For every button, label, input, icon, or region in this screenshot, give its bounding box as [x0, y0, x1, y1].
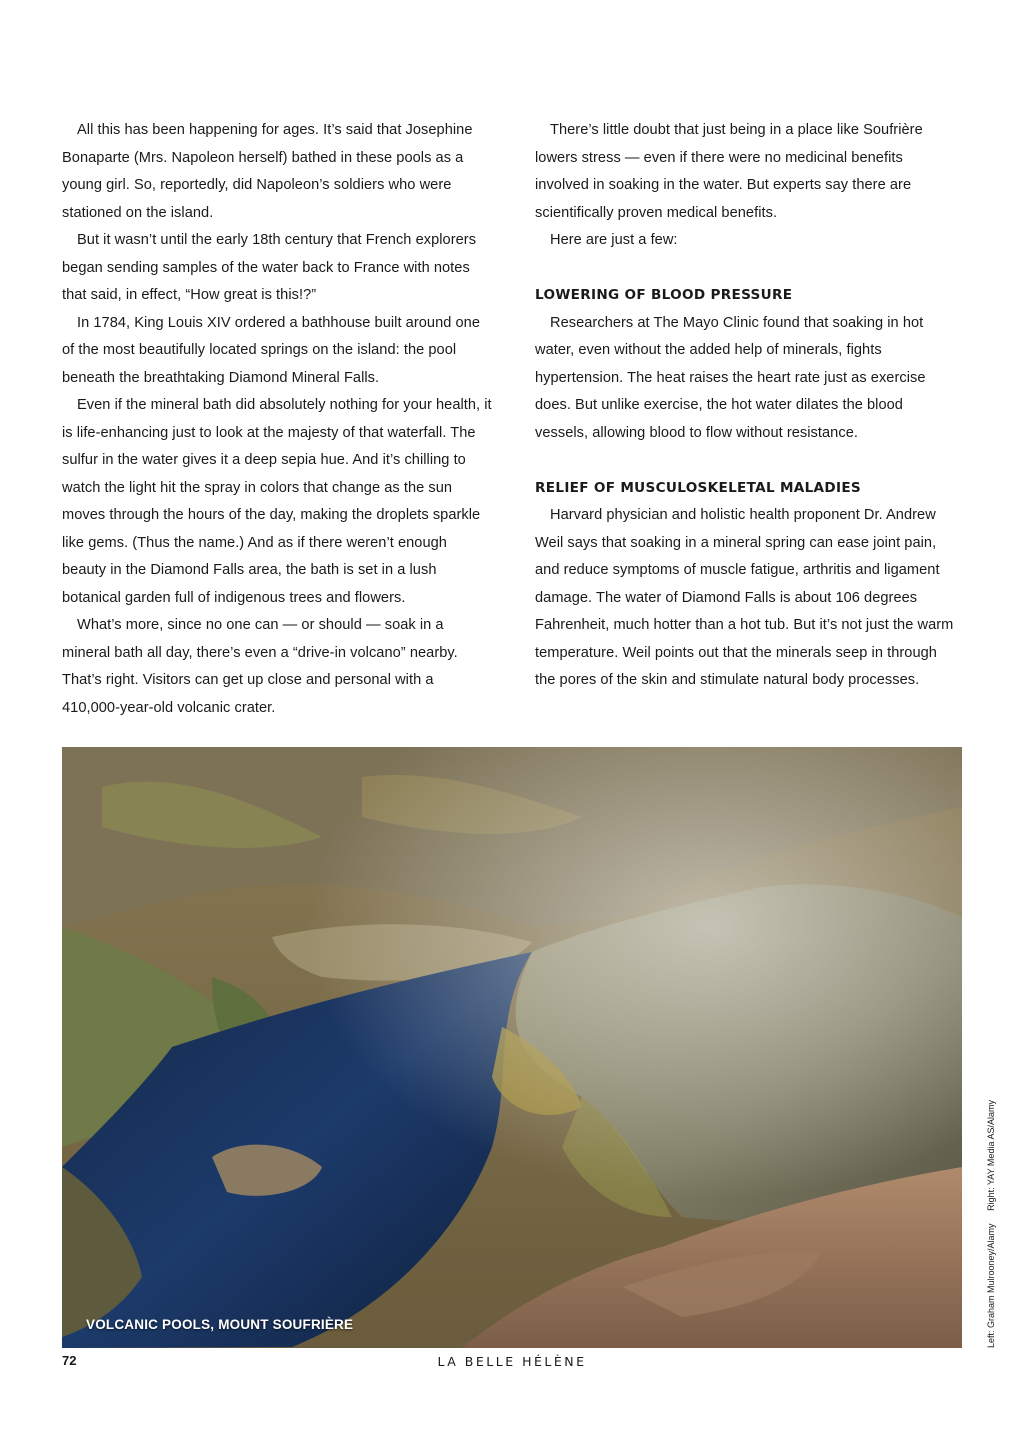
body-paragraph: Here are just a few:: [550, 232, 678, 248]
body-paragraph: All this has been happening for ages. It’s said that Josephine Bonaparte (Mrs. Napoleon herself) bathed in these pools as a young girl. So, reportedly, did Napoleon’s soldiers who were stationed on the island.: [62, 122, 473, 221]
page-number: 72: [62, 1353, 77, 1368]
body-paragraph: In 1784, King Louis XIV ordered a bathhouse built around one of the most beautifully located springs on the island: the pool beneath the breathtaking Diamond Mineral Falls.: [62, 314, 481, 386]
body-paragraph: But it wasn’t until the early 18th century that French explorers began sending samples of the water back to France with notes that said, in effect, “How great is this!?”: [62, 232, 477, 303]
body-paragraph: What’s more, since no one can — or should — soak in a mineral bath all day, there’s even a “drive-in volcano” nearby. That’s right. Visitors can get up close and personal with a 410,000-year-old volcanic crater.: [62, 617, 458, 716]
body-paragraph: Even if the mineral bath did absolutely nothing for your health, it is life-enhancing just to look at the majesty of that waterfall. The sulfur in the water gives it a deep sepia hue. And it’s chilling to watch the light hit the spray in colors that change as the sun moves through the hours of the day, making the droplets sparkle like gems. (Thus the name.) And as if there weren’t enough beauty in the Diamond Falls area, the bath is set in a lush botanical garden full of indigenous trees and flowers.: [62, 397, 492, 606]
photo-caption: VOLCANIC POOLS, MOUNT SOUFRIÈRE: [86, 1317, 354, 1332]
photo-credit: [986, 1100, 996, 1348]
body-paragraph: There’s little doubt that just being in a place like Soufrière lowers stress — even if there were no medicinal benefits involved in soaking in the water. But experts say there are scientifically proven medical benefits.: [535, 122, 923, 221]
section-heading-blood-pressure: LOWERING OF BLOOD PRESSURE: [535, 287, 793, 303]
section-heading-musculoskeletal: RELIEF OF MUSCULOSKELETAL MALADIES: [535, 479, 861, 496]
volcanic-pools-photo: [62, 747, 962, 1348]
left-text-column: [62, 117, 494, 722]
magazine-name: LA BELLE HÉLÈNE: [437, 1354, 587, 1369]
body-paragraph: Researchers at The Mayo Clinic found that soaking in hot water, even without the added help of minerals, fights hypertension. The heat raises the heart rate just as exercise does. But unlike exercise, the hot water dilates the blood vessels, allowing blood to flow without resistance.: [535, 314, 926, 441]
right-text-column: [535, 117, 955, 695]
volcanic-pools-image: [62, 747, 962, 1348]
photo-credit-right: Right: YAY Media AS/Alamy: [986, 1100, 996, 1211]
body-paragraph: Harvard physician and holistic health proponent Dr. Andrew Weil says that soaking in a mineral spring can ease joint pain, and reduce symptoms of muscle fatigue, arthritis and ligament damage. The water of Diamond Falls is about 106 degrees Fahrenheit, much hotter than a hot tub. But it’s not just the warm temperature. Weil points out that the minerals seep in through the pores of the skin and stimulate natural body processes.: [535, 507, 954, 688]
photo-credit-left: Left: Graham Mulrooney/Alamy: [986, 1223, 996, 1348]
